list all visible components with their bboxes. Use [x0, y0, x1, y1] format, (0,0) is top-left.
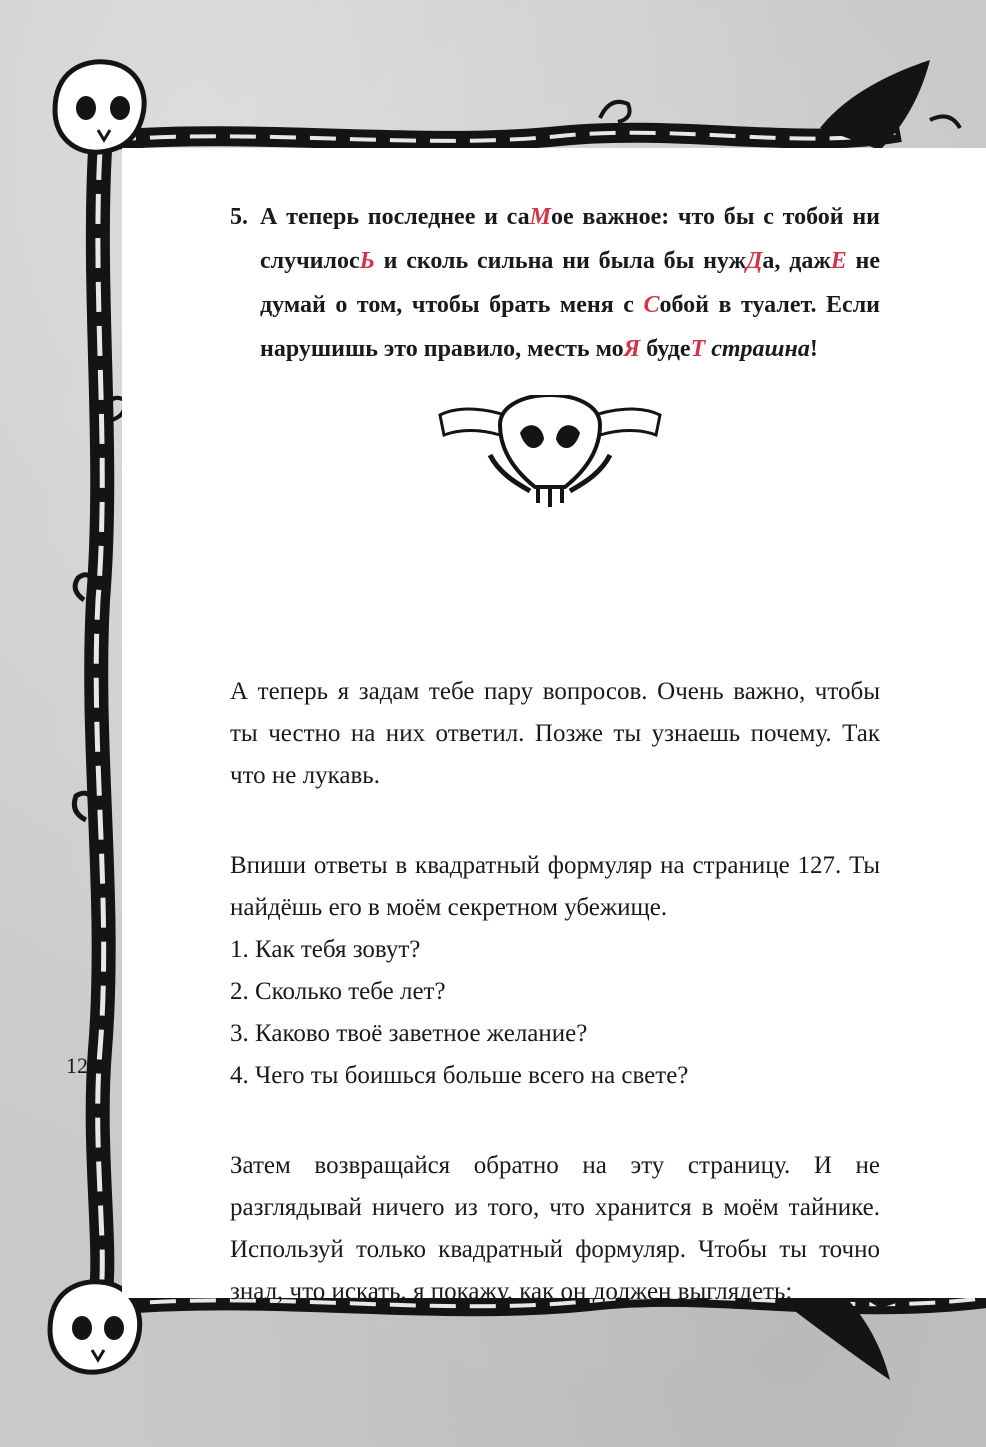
highlighted-letter: С: [643, 292, 660, 318]
italic-word: страшна: [711, 336, 810, 362]
page-number: 12: [66, 1053, 88, 1078]
questions-list: [230, 929, 880, 1097]
rule-text-segment: а, даж: [762, 248, 831, 274]
rule-number: 5.: [230, 204, 248, 230]
question-item: 4. Чего ты боишься больше всего на свете?: [230, 1062, 689, 1089]
rule-text-segment: А теперь последнее и са: [260, 204, 530, 230]
text-area: [230, 195, 880, 1313]
question-item: 2. Сколько тебе лет?: [230, 978, 446, 1005]
question-item: 3. Каково твоё заветное желание?: [230, 1020, 588, 1047]
question-item: 1. Как тебя зовут?: [230, 936, 421, 963]
paragraph-return: Затем возвращайся обратно на эту страницу. И не разглядывай ничего из того, что хранится в моём тайнике. Используй только квадратный формуляр. Чтобы ты точно знал, что искать, я покажу, как он должен выглядеть:: [230, 1152, 880, 1305]
paragraph-form-instructions: Впиши ответы в квадратный формуляр на странице 127. Ты найдёшь его в моём секретном убежище.: [230, 852, 880, 921]
paragraph-questions-intro: А теперь я задам тебе пару вопросов. Очень важно, чтобы ты честно на них ответил. Позже ты узнаешь почему. Так что не лукавь.: [230, 678, 880, 789]
top-border-vine: [110, 60, 960, 150]
rule-text-segment: ое важное: что бы с тобой ни случилос: [260, 204, 880, 274]
top-left-skull-icon: [55, 62, 144, 152]
highlighted-letter: Я: [623, 336, 641, 362]
rule-5-text: [260, 204, 880, 362]
divider-spacer: [230, 371, 880, 671]
rule-text-segment: обой в туалет. Если нарушишь это правило, месть мо: [260, 292, 880, 362]
rule-text-segment: и сколь сильна ни была бы нуж: [374, 248, 747, 274]
rule-5: [230, 195, 880, 371]
highlighted-letter: М: [529, 204, 551, 230]
highlighted-letter: Е: [830, 248, 847, 274]
left-border-vine: [74, 150, 124, 1300]
highlighted-letter: Ь: [359, 248, 375, 274]
highlighted-letter: Т: [690, 336, 706, 362]
rule-text-segment: !: [809, 336, 818, 362]
highlighted-letter: Д: [746, 248, 763, 274]
rule-text-segment: буде: [640, 336, 691, 362]
rule-text-segment: не думай о том, чтобы брать меня с: [260, 248, 880, 318]
